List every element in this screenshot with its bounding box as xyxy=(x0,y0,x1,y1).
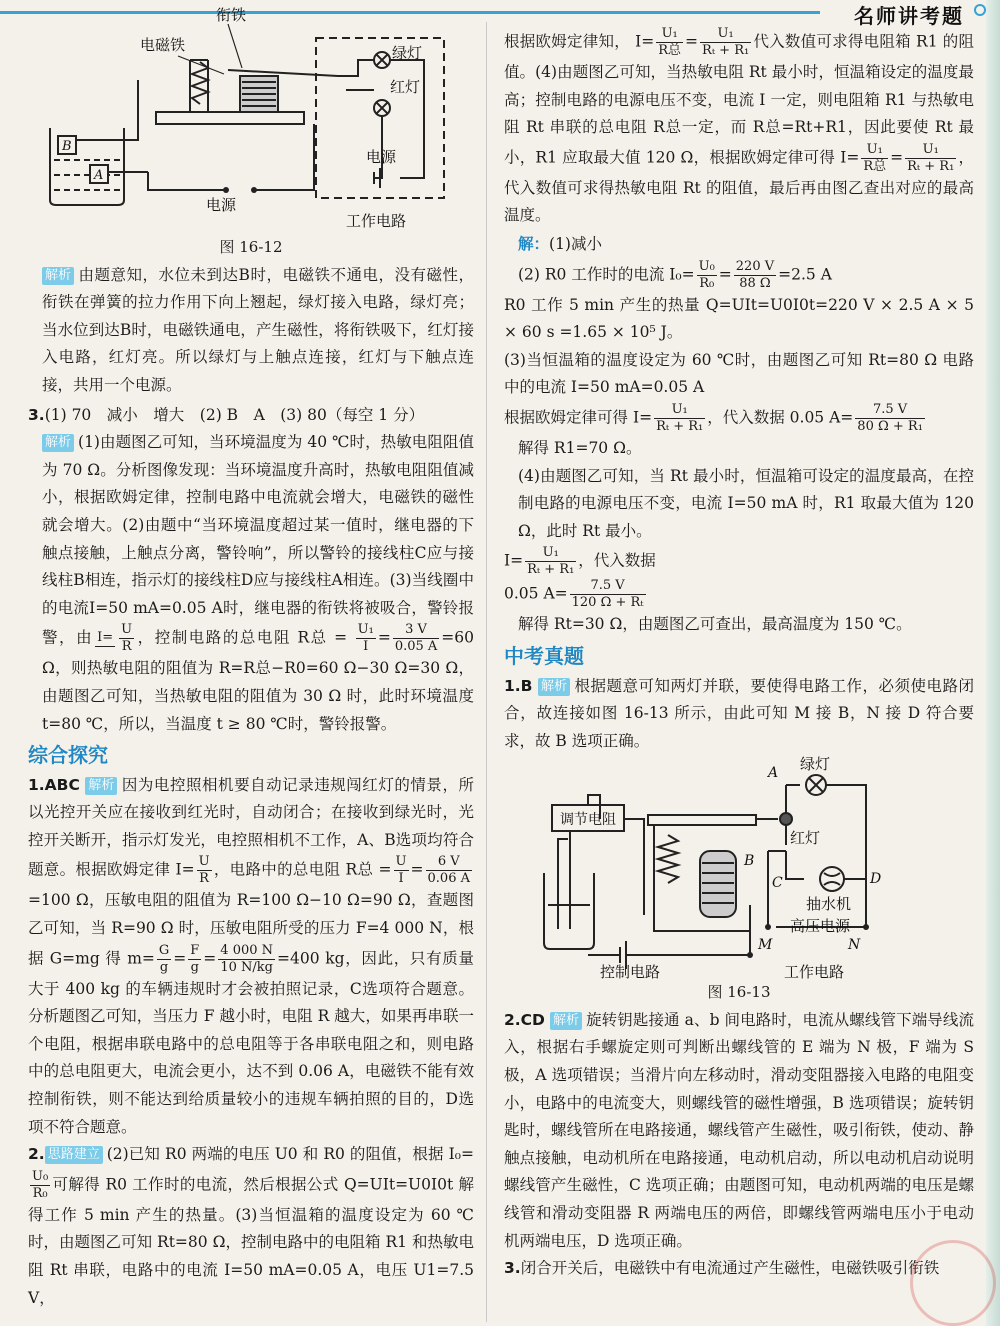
exam-1 xyxy=(504,673,974,756)
solution-6: 解得 R1=70 Ω。 xyxy=(518,438,642,457)
analysis-text: 因为电控照相机要自动记录违规闯红灯的情景，所以光控开关应在接收到红光时，自动闭合；在接收到绿光时，光控开关断开，指示灯发光，电控照相机不工作，A、B选项均符合题意。根据欧姆定律 xyxy=(28,775,474,879)
denominator: g xyxy=(190,959,199,975)
fraction xyxy=(426,854,472,887)
analysis-tag: 解析 xyxy=(538,678,570,696)
denominator: Rₜ + R₁ xyxy=(527,562,575,578)
fraction xyxy=(119,622,134,655)
analysis-tag: 解析 xyxy=(550,1012,582,1030)
math-symbol: I= xyxy=(840,148,860,167)
question-number: 3. xyxy=(504,1259,521,1278)
denominator: 10 N/kg xyxy=(220,959,273,975)
question-number: 1.ABC xyxy=(28,775,80,794)
label-A: A xyxy=(94,168,104,183)
label-N: N xyxy=(848,937,861,954)
denominator: g xyxy=(159,959,169,975)
analysis-tag: 解析 xyxy=(42,434,74,452)
math-symbol: m= xyxy=(127,949,155,968)
numerator: 7.5 V xyxy=(570,578,646,595)
label-B: B xyxy=(62,139,72,154)
label-pump: 抽水机 xyxy=(806,895,852,914)
page-edge xyxy=(986,0,1000,1326)
numerator: U xyxy=(198,854,210,870)
numerator: U₀ xyxy=(698,258,715,274)
idea-tag: 思路建立 xyxy=(45,1146,103,1164)
math-symbol: I= xyxy=(632,408,653,427)
analysis-text: (2)已知 R0 两端的电压 U0 和 R0 的阻值，根据 xyxy=(106,1145,444,1164)
analysis-text: =100 Ω，压敏电阻的阻值为 R=100 Ω−10 Ω=90 Ω，查题图乙可知，当 R=90 Ω 时，压敏电阻所受的压力 F=4 000 N，根据 G=mg 得 xyxy=(28,891,474,968)
label-D: D xyxy=(870,871,882,888)
numerator: U₁ xyxy=(700,26,751,43)
denominator: Rₜ + R₁ xyxy=(702,43,750,58)
numerator: G xyxy=(158,942,170,958)
analysis-tag: 解析 xyxy=(85,777,117,795)
numerator: U₁ xyxy=(525,545,576,562)
math-symbol: I= xyxy=(635,32,655,51)
solution-8 xyxy=(504,545,974,578)
denominator: R xyxy=(121,639,132,655)
numerator: U₀ xyxy=(32,1168,49,1184)
analysis-text: =400 kg，因此，只有质量大于 400 kg 的车辆违规时才会被拍照记录，C选项符合题意。分析题图乙可知，当压力 F 越小时，电阻 R 越大，如果再串联一个电阻，根据串联电路中的总电阻等于各串联电阻之和，则电路中的总电阻更大，电流会更小，达不到 0.06 A，电磁铁不能有效控制衔铁，则不能达到给质量较小的违规车辆拍照的目的，D选项不符合题意。 xyxy=(28,949,474,1136)
label-power: 电源 xyxy=(206,196,237,214)
analysis-text: (1)由题图乙可知，当环境温度为 40 ℃时，热敏电阻阻值为 70 Ω。分析图像发现：当环境温度升高时，热敏电阻阻值减小，根据欧姆定律，控制电路中电流就会增大，电磁铁的磁性就会增大。(2)由题中“当环境温度超过某一值时，继电器的下触点接触，上触点分离，警铃响”，所以警铃的接线柱C应与接线柱B相连，指示灯的接线柱D应与接线柱A相连。(3)当线圈中的电流I=50 mA=0.05 A时，继电器的衔铁将被吸合，警铃报警，由 xyxy=(42,433,474,647)
label-control-circuit: 控制电路 xyxy=(600,963,661,980)
analysis-text: 代入数值可求得电阻箱 R1 的阻值。(4)由题图乙可知，当热敏电阻 Rt 最小时，恒温箱设定的温度最高；控制电路的电源电压不变，电流 I 一定，则电阻箱 R1 与热敏电阻 Rt 串联的总电阻 R总一定，而 R总=Rt+R1，因此要使 Rt 最小，R1 应取最大值 120 Ω，根据欧姆定律可得 xyxy=(504,32,974,167)
label-high-voltage: 高压电源 xyxy=(790,917,851,936)
denominator: Rₜ + R₁ xyxy=(907,158,955,174)
section-title-comprehensive: 综合探究 xyxy=(28,743,108,768)
label-A: A xyxy=(768,765,779,782)
right-column xyxy=(504,26,974,1283)
analysis-text: ，控制电路的总电阻 xyxy=(136,628,291,647)
fraction xyxy=(656,26,683,59)
denominator: 88 Ω xyxy=(739,275,771,291)
fraction xyxy=(905,142,956,175)
numerator: 7.5 V xyxy=(855,402,925,419)
denominator: 0.05 A xyxy=(394,639,438,655)
analysis-text: 闭合开关后，电磁铁中有电流通过产生磁性，电磁铁吸引衔铁 xyxy=(520,1259,940,1278)
label-work-circuit: 工作电路 xyxy=(784,963,845,980)
question-number: 3. xyxy=(28,405,45,424)
fraction xyxy=(197,854,212,887)
fraction xyxy=(393,622,439,655)
numerator: U₁ xyxy=(905,142,956,159)
column-divider xyxy=(486,22,487,1322)
numerator: U₁ xyxy=(656,26,683,43)
label-red-lamp: 红灯 xyxy=(390,78,421,96)
fraction xyxy=(30,1169,50,1202)
label-adjust-resistor: 调节电阻 xyxy=(560,812,616,829)
fraction xyxy=(188,943,201,976)
analysis-text: =60 Ω，则热敏电阻的阻值为 R=R总−R0=60 Ω−30 Ω=30 Ω，由题图乙可知，当热敏电阻的阻值为 30 Ω 时，此时环境温度 t=80 ℃，所以，当温度 t ≥ 80 ℃时，警铃报警。 xyxy=(42,628,474,733)
label-work-circuit: 工作电路 xyxy=(346,212,407,230)
figure-16-12 xyxy=(28,0,474,232)
analysis-text: 可解得 R0 工作时的电流，然后根据公式 Q=UIt=U0I0t 解得工作 5 min 产生的热量。(3)当恒温箱的温度设定为 60 ℃时，由题图乙可知 Rt=80 Ω，控制电路中的电阻箱 R1 和热敏电阻 Rt 串联，电路中的电流 I=50 mA=0.05 A，电压 U1=7.5 V， xyxy=(28,1175,474,1307)
header-circle-icon xyxy=(974,4,986,16)
denominator: R xyxy=(199,871,209,887)
solution-5 xyxy=(504,402,974,435)
analysis-text: 旋转钥匙接通 a、b 间电路时，电流从螺线管下端导线流入，根据右手螺旋定则可判断出螺线管的 E 端为 N 极，F 端为 S 极，A 选项错误；当滑片向左移动时，滑动变阻器接入电路的电阻变小，电路中的电流变大，则螺线管的磁性增强，B 选项错误；旋转钥匙时，螺线管所在电路接通，螺线管产生磁性，吸引衔铁，使动、静触点接触，电动机所在电路接通，电动机启动，所以电动机启动说明螺线管产生磁性，C 选项正确；由题图可知，电动机两端的电压是螺线管和滑动变阻器 R 两端电压的两倍，即螺线管两端电压小于电动机两端电压，D 选项正确。 xyxy=(504,1010,974,1250)
math-symbol: I₀= xyxy=(669,265,695,284)
numerator: 3 V xyxy=(393,622,439,639)
numerator: 6 V xyxy=(426,854,472,871)
question-3 xyxy=(28,402,474,430)
fraction: $\frac{\text{U₁}}{I}$ xyxy=(357,622,374,655)
fraction xyxy=(218,943,275,976)
label-M: M xyxy=(758,937,773,954)
denominator: 120 Ω + Rₜ xyxy=(571,595,644,611)
numerator: U₁ xyxy=(861,142,888,159)
numerator: F xyxy=(190,942,200,958)
fraction xyxy=(855,402,925,435)
figure-caption: 图 16-13 xyxy=(707,983,771,1002)
label-B: B xyxy=(744,853,755,870)
label-work-power: 电源 xyxy=(366,148,397,166)
numerator: U₁ xyxy=(357,622,374,638)
figure-caption: 图 16-12 xyxy=(219,238,283,256)
fraction xyxy=(654,402,705,435)
solution-7: (4)由题图乙可知，当 Rt 最小时，恒温箱可设定的温度最高，在控制电路的电源电压不变，电流 I=50 mA 时，R1 取最大值为 120 Ω，此时 Rt 最小。 xyxy=(518,466,974,540)
numerator: 4 000 N xyxy=(220,942,274,958)
header-title: 名师讲考题 xyxy=(854,4,964,28)
fraction xyxy=(697,259,717,292)
solution-3: R0 工作 5 min 产生的热量 Q=UIt=U0I0t=220 V × 2.5 A × 5 × 60 s =1.65 × 10⁵ J。 xyxy=(504,295,974,342)
left-column xyxy=(28,0,474,1312)
math-symbol: I= xyxy=(504,551,524,570)
numerator: U xyxy=(395,854,407,870)
analysis-text: ，电路中的总电阻 R总 = xyxy=(213,860,392,879)
section-title-exam: 中考真题 xyxy=(504,643,584,668)
label-electromagnet: 电磁铁 xyxy=(140,36,186,54)
exam-3 xyxy=(504,1255,974,1283)
label-red-lamp: 红灯 xyxy=(790,829,821,848)
numerator: 220 V xyxy=(735,258,775,274)
denominator: R总 xyxy=(863,158,887,174)
analysis-tag: 解析 xyxy=(42,267,74,285)
denominator: Rₜ + R₁ xyxy=(656,418,704,434)
exploration-1: 1.ABC 解析 因为电控照相机要自动记录违规闯红灯的情景，所以光控开关应在接收到红光时，自动闭合；在接收到绿光时，光控开关断开，指示灯发光，电控照相机不工作，A、B选项均符合题意。根据欧姆定律 I= $\frac{U}{R}$ ，电路中的总电阻 R总 = $\frac{U}{I}$ = $\frac{6 V}{0.06 A}$ =100 Ω，压敏电阻的阻值为 R=100 Ω−10 Ω=90 Ω，查题图乙可知，当 R=90 Ω 时，压敏电阻所受的压力 F=4 000 N，根据 G=mg 得 m= $\frac{G}{g}$ = $\frac{F}{g}$ = $\frac{4 000 N}{10 N/kg}$ =400 kg，因此，只有质量大于 400 kg 的车辆违规时才会被拍照记录，C选项符合题意。分析题图乙可知，当压力 F 越小时，电阻 R 越大，如果再串联一个电阻，根据串联电路中的总电阻等于各串联电阻之和，则电路中的总电阻更大，电流会更小，达不到 0.06 A，电磁铁不能有效控制衔铁，则不能达到给质量较小的违规车辆拍照的目的，D选项不符合题意。 xyxy=(28,775,474,1136)
math-symbol: I₀= xyxy=(448,1145,474,1164)
paragraph-analysis-1 xyxy=(28,262,474,400)
label-green-lamp: 绿灯 xyxy=(392,44,423,62)
fraction xyxy=(570,578,646,611)
solution-text: ，代入数据 0.05 A= xyxy=(707,408,854,427)
label-armature: 衔铁 xyxy=(216,6,247,24)
paragraph-analysis-3: 解析 (1)由题图乙可知，当环境温度为 40 ℃时，热敏电阻阻值为 70 Ω。分析图像发现：当环境温度升高时，热敏电阻阻值减小，根据欧姆定律，控制电路中电流就会增大，电磁铁的磁性就会增大。(2)由题中“当环境温度超过某一值时，继电器的下触点接触，上触点分离，警铃响”，所以警铃的接线柱C应与接线柱B相连，指示灯的接线柱D应与接线柱A相连。(3)当线圈中的电流I=50 mA=0.05 A时，继电器的衔铁将被吸合，警铃报警，由 I= $\frac{U}{R}$ ，控制电路的总电阻 R总 = $\frac{\text{U₁}}{I}$ = $\frac{3 V}{0.05 A}$ =60 Ω，则热敏电阻的阻值为 R=R总−R0=60 Ω−30 Ω=30 Ω，由题图乙可知，当热敏电阻的阻值为 30 Ω 时，此时环境温度 t=80 ℃，所以，当温度 t ≥ 80 ℃时，警铃报警。 xyxy=(42,433,474,733)
question-number: 2.CD xyxy=(504,1010,545,1029)
fraction xyxy=(734,259,776,292)
numerator: I= xyxy=(97,630,114,646)
denominator: R₀ xyxy=(32,1185,48,1201)
solution-9 xyxy=(504,578,974,611)
fraction xyxy=(525,545,576,578)
fraction xyxy=(95,630,115,647)
analysis-text: ，代入数值可求得热敏电阻 Rt 的阻值，最后再由图乙查出对应的最高温度。 xyxy=(504,148,974,225)
label-green-lamp: 绿灯 xyxy=(800,755,831,774)
analysis-text: 由题意知，水位未到达B时，电磁铁不通电，没有磁性，衔铁在弹簧的拉力作用下向上翘起，绿灯接入电路，绿灯亮；当水位到达B时，电磁铁通电，产生磁性，将衔铁吸下，红灯接入电路，红灯亮。所以绿灯与上触点连接，红灯与下触点连接，共用一个电源。 xyxy=(42,265,474,394)
denominator: 0.06 A xyxy=(427,871,470,887)
denominator: R₀ xyxy=(699,275,715,291)
solution-text: 0.05 A= xyxy=(504,584,568,603)
paragraph-ohm: 根据欧姆定律知， I= $\frac{\text{U₁}}{\text{R总}}$ = $\frac{\text{U₁}}{\text{Rₜ + R₁}}$ 代入数值可求得电阻箱 R1 的阻值。(4)由题图乙可知，当热敏电阻 Rt 最小时，恒温箱设定的温度最高；控制电路的电源电压不变，电流 I 一定，则电阻箱 R1 与热敏电阻 Rt 串联的总电阻 R总一定，而 R总=Rt+R1，因此要使 Rt 最小，R1 应取最大值 120 Ω，根据欧姆定律可得 I= $\frac{\text{U₁}}{\text{R总}}$ = $\frac{\text{U₁}}{\text{Rₜ + R₁}}$ ，代入数值可求得热敏电阻 Rt 的阻值，最后再由图乙查出对应的最高温度。 xyxy=(504,26,974,225)
math-symbol: R总 xyxy=(297,628,328,647)
solution-text: =2.5 A xyxy=(778,265,832,284)
fraction xyxy=(157,943,171,976)
solution-label: 解： xyxy=(518,233,550,253)
numerator: U xyxy=(121,622,133,638)
solution-4: (3)当恒温箱的温度设定为 60 ℃时，由题图乙可知 Rt=80 Ω 电路中的电流 I=50 mA=0.05 A xyxy=(504,350,974,397)
solution-2: (2) R0 工作时的电流 I₀= $\frac{\text{U₀}}{\text{R₀}}$ = $\frac{220 V}{88 \Omega}$ =2.5 A xyxy=(518,258,832,291)
label-C: C xyxy=(772,875,783,892)
solution-text: ，代入数据 xyxy=(578,551,656,570)
question-number: 2. xyxy=(28,1145,45,1164)
solution-text: (1)减小 xyxy=(549,234,602,253)
solution-text: 根据欧姆定律可得 xyxy=(504,408,629,427)
denominator: R总 xyxy=(658,43,682,58)
question-answer: (1) 70 减小 增大 (2) B A (3) 80（每空 1 分） xyxy=(44,405,425,424)
solution-10: 解得 Rt=30 Ω，由题图乙可查出，最高温度为 150 ℃。 xyxy=(518,615,912,634)
solution-1 xyxy=(504,230,974,259)
fraction xyxy=(700,26,751,59)
analysis-text: 根据欧姆定律知， xyxy=(504,32,630,51)
fraction: $\frac{U}{I}$ xyxy=(395,854,407,887)
exploration-2 xyxy=(28,1141,474,1312)
fraction xyxy=(861,142,888,175)
solution-text: (2) R0 工作时的电流 xyxy=(518,265,665,284)
watermark-stamp-icon xyxy=(910,1240,996,1326)
exam-2 xyxy=(504,1007,974,1255)
figure-16-13 xyxy=(504,755,974,979)
analysis-text: 根据题意可知两灯并联，要使得电路工作，必须使电路闭合，故连接如图 16-13 所示，由此可知 M 接 B，N 接 D 符合要求，故 B 选项正确。 xyxy=(504,676,974,750)
denominator: 80 Ω + R₁ xyxy=(857,418,923,434)
numerator: U₁ xyxy=(654,402,705,419)
question-number: 1.B xyxy=(504,676,533,695)
